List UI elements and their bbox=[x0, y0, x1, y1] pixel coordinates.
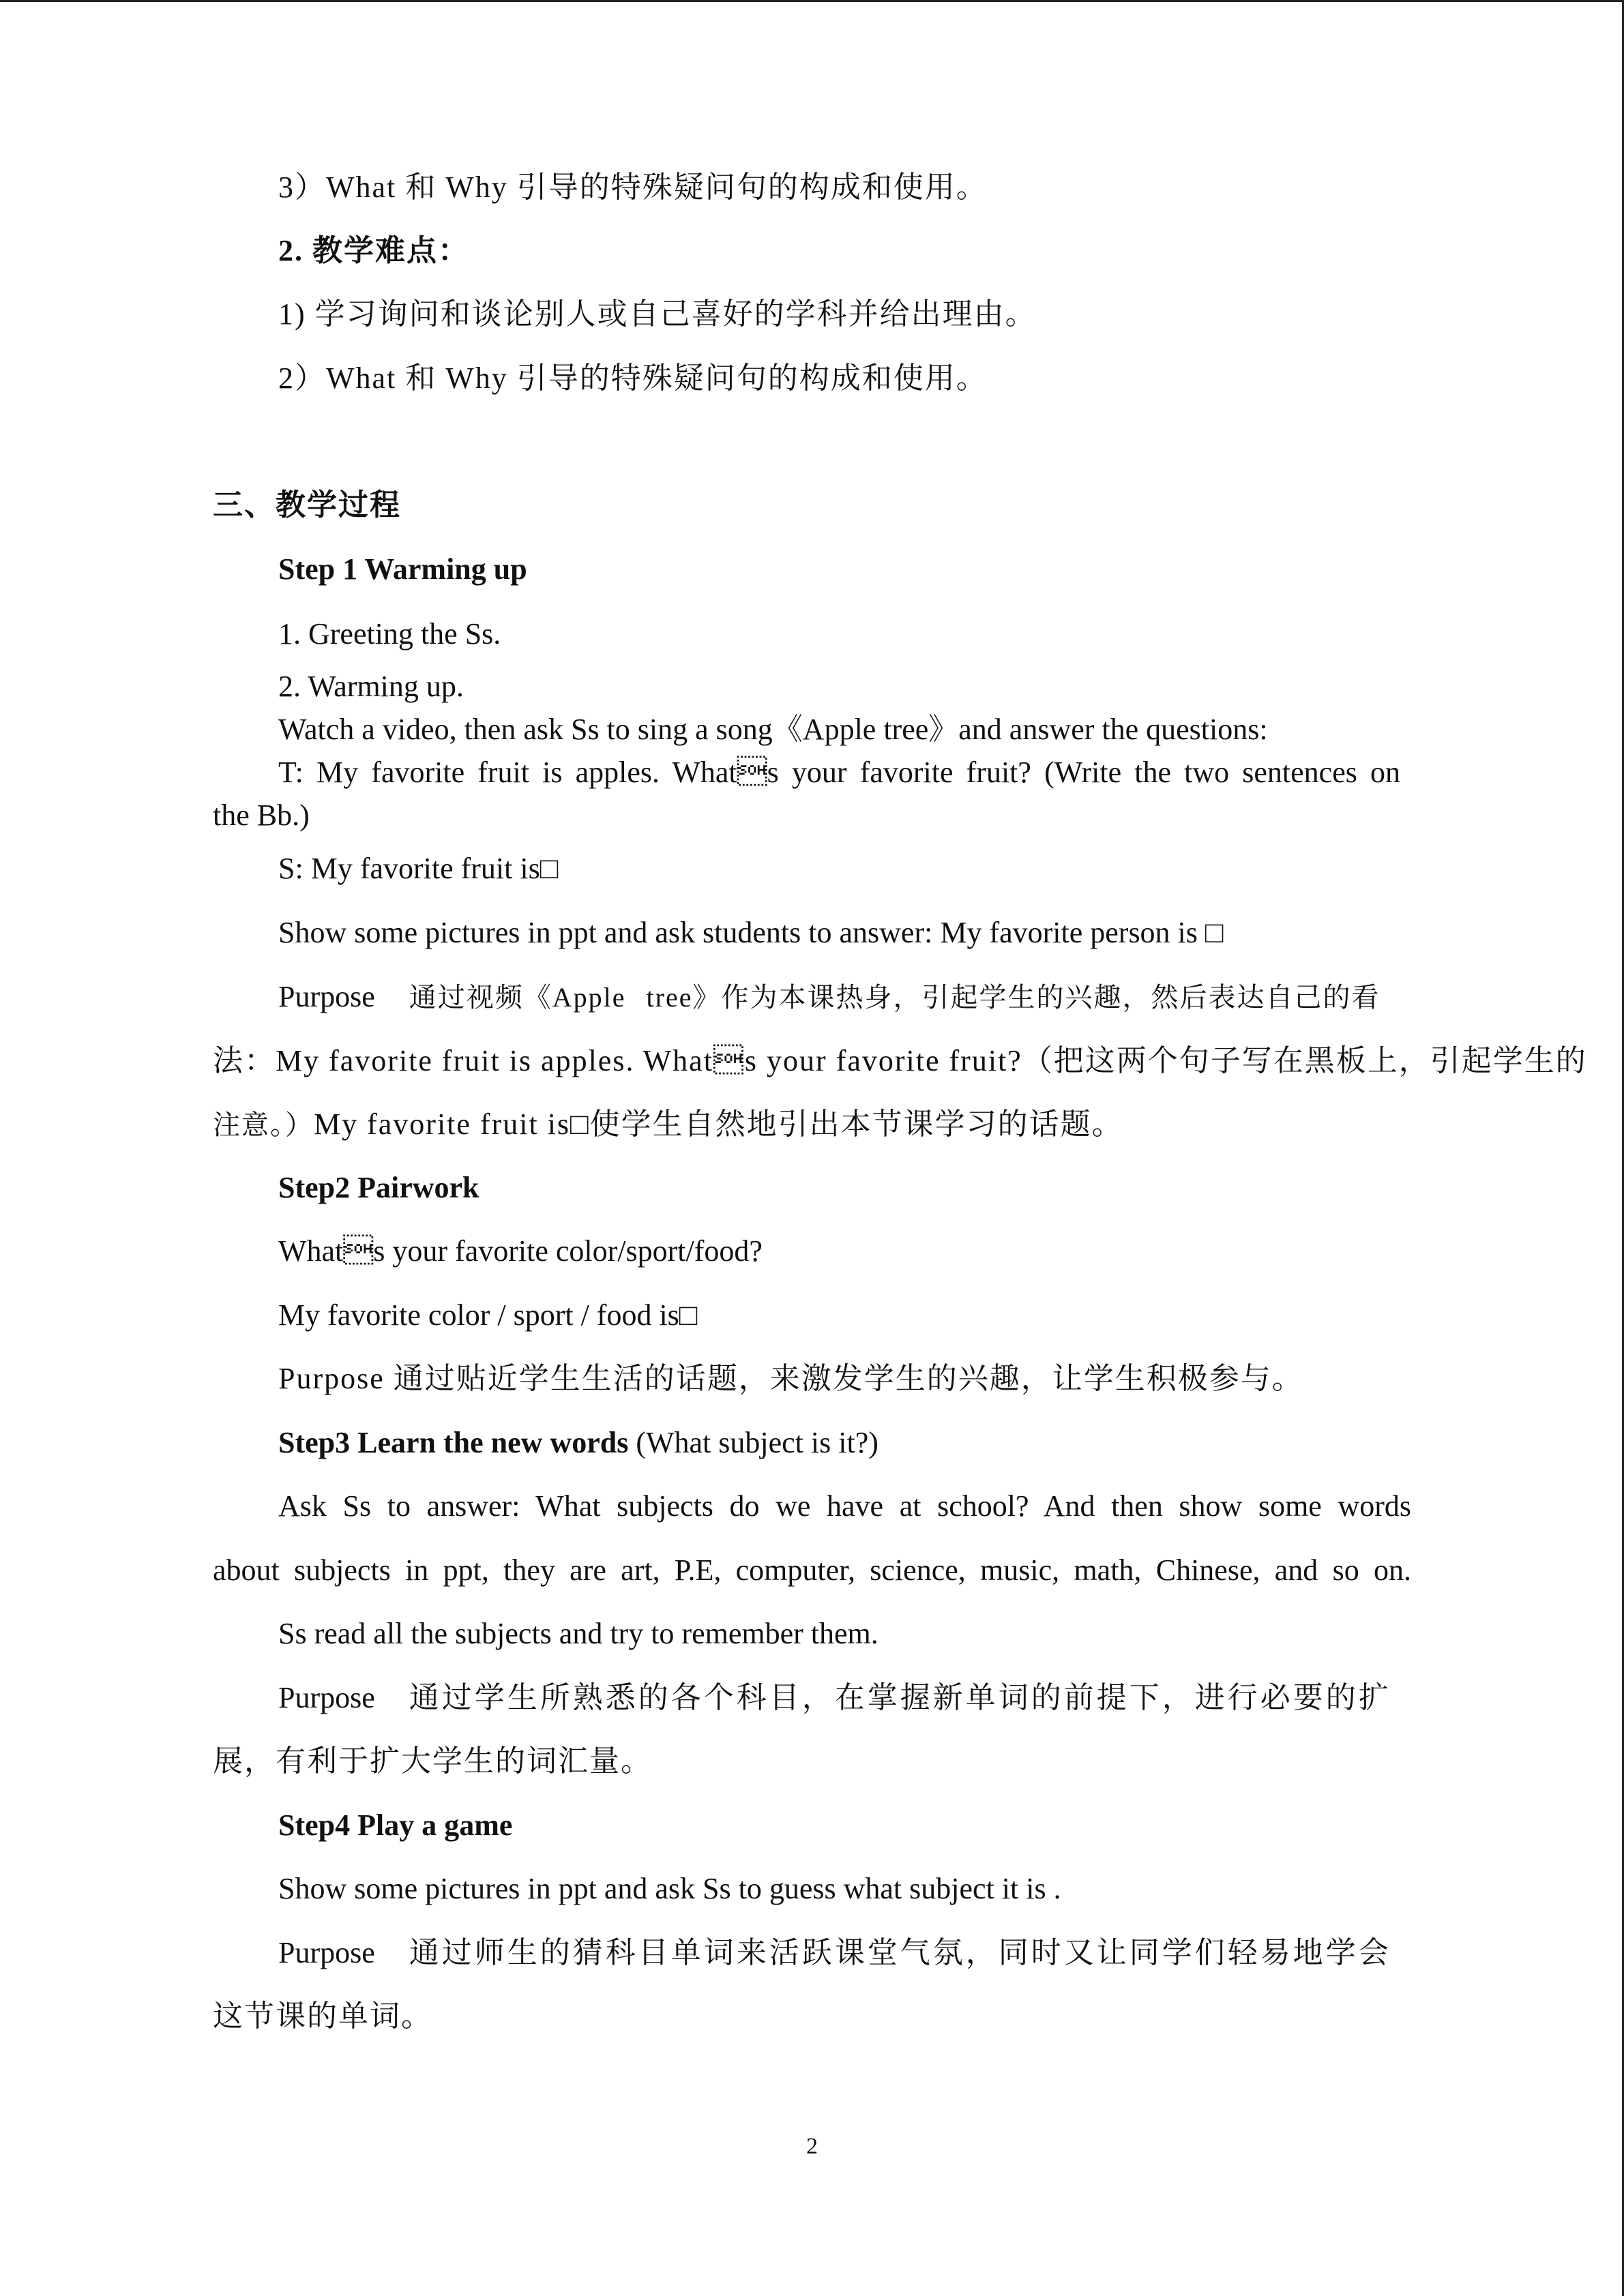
purpose-cont-b: My favorite fruit is□使学生自然地引出本节课学习的话题。 bbox=[314, 1107, 1123, 1141]
step1-teacher-line: T: My favorite fruit is apples. Whats your favorite fruit? (Write the two sentences on bbox=[278, 756, 1400, 789]
step2-question: Whats your favorite color/sport/food? bbox=[278, 1234, 763, 1268]
step4-heading: Step4 Play a game bbox=[278, 1808, 513, 1842]
step4-purpose-cont: 这节课的单词。 bbox=[213, 1999, 432, 2033]
step3-para-2: about subjects in ppt, they are art, P.E, computer, science, music, math, Chinese, and so on. bbox=[213, 1553, 1411, 1587]
step1-purpose bbox=[278, 978, 1381, 1017]
step1-purpose-cont-1: 法：My favorite fruit is apples. Whats your favorite fruit?（把这两个句子写在黑板上，引起学生的 bbox=[213, 1044, 1587, 1077]
step3-heading bbox=[278, 1424, 879, 1462]
step4-para: Show some pictures in ppt and ask Ss to guess what subject it is . bbox=[278, 1872, 1061, 1905]
step1-purpose-cont-2 bbox=[213, 1105, 1123, 1144]
page-number: 2 bbox=[806, 2134, 818, 2159]
step1-item-1: 1. Greeting the Ss. bbox=[278, 617, 501, 651]
step1-teacher-line-cont: the Bb.) bbox=[213, 799, 310, 832]
purpose-text-a: 通过视频《Apple bbox=[409, 982, 626, 1013]
step2-answer: My favorite color / sport / food is□ bbox=[278, 1298, 698, 1332]
step3-title: Step3 Learn the new words bbox=[278, 1426, 629, 1459]
purpose-text-b: tree》作为本课热身，引起学生的兴趣，然后表达自己的看 bbox=[646, 982, 1381, 1013]
purpose-text: 通过师生的猜科目单词来活跃课堂气氛，同时又让同学们轻易地学会 bbox=[409, 1936, 1391, 1969]
step2-heading: Step2 Pairwork bbox=[278, 1171, 479, 1204]
step1-student-line: S: My favorite fruit is□ bbox=[278, 852, 559, 885]
step1-pictures-line: Show some pictures in ppt and ask students to answer: My favorite person is □ bbox=[278, 916, 1224, 949]
purpose-label: Purpose bbox=[278, 980, 375, 1013]
difficulty-heading: 2. 教学难点： bbox=[278, 234, 469, 267]
step1-item-2: 2. Warming up. bbox=[278, 670, 464, 703]
step3-purpose-cont: 展，有利于扩大学生的词汇量。 bbox=[213, 1744, 652, 1778]
key-point-3: 3）What 和 Why 引导的特殊疑问句的构成和使用。 bbox=[278, 170, 988, 204]
section-heading-teaching-process: 三、教学过程 bbox=[213, 488, 401, 522]
difficulty-2: 2）What 和 Why 引导的特殊疑问句的构成和使用。 bbox=[278, 361, 988, 395]
step1-heading: Step 1 Warming up bbox=[278, 552, 527, 586]
step1-instruction: Watch a video, then ask Ss to sing a song《Apple tree》and answer the questions: bbox=[278, 713, 1268, 746]
purpose-text: 通过学生所熟悉的各个科目，在掌握新单词的前提下，进行必要的扩 bbox=[409, 1681, 1391, 1714]
step3-subtitle: (What subject is it?) bbox=[628, 1426, 879, 1459]
step3-para-3: Ss read all the subjects and try to remember them. bbox=[278, 1617, 879, 1650]
step2-purpose: Purpose 通过贴近学生生活的话题，来激发学生的兴趣，让学生积极参与。 bbox=[278, 1362, 1303, 1395]
difficulty-1: 1) 学习询问和谈论别人或自己喜好的学科并给出理由。 bbox=[278, 297, 1037, 331]
step4-purpose bbox=[278, 1934, 1391, 1972]
purpose-label: Purpose bbox=[278, 1936, 375, 1969]
step3-purpose bbox=[278, 1679, 1391, 1717]
step3-para-1: Ask Ss to answer: What subjects do we have at school? And then show some words bbox=[278, 1489, 1411, 1523]
purpose-label: Purpose bbox=[278, 1681, 375, 1714]
purpose-cont-a: 注意。） bbox=[213, 1109, 314, 1140]
